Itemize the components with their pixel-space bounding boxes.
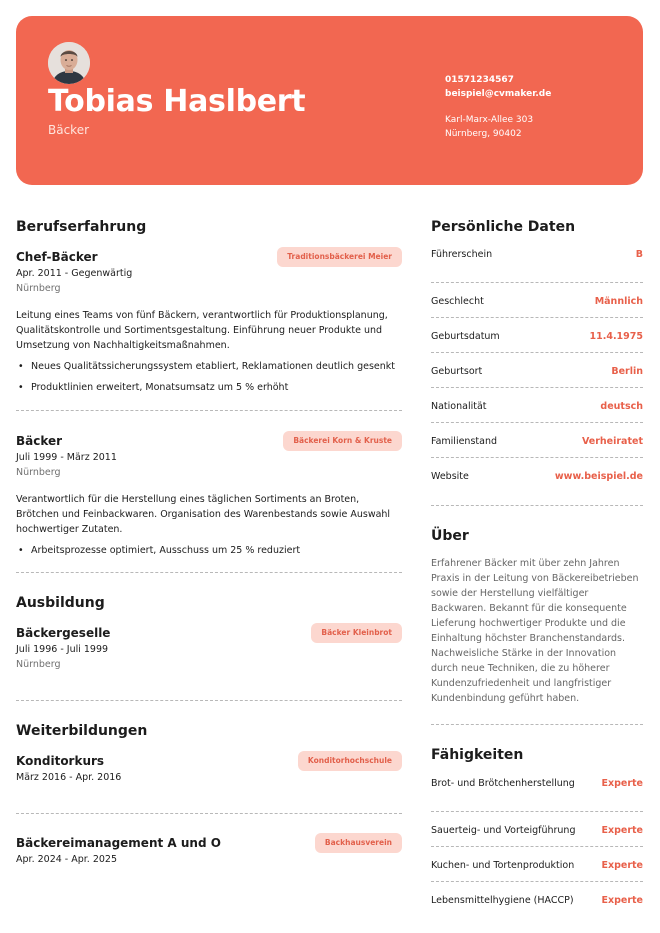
job-dates: Apr. 2011 - Gegenwärtig [16, 268, 133, 279]
course-dates: Apr. 2024 - Apr. 2025 [16, 854, 118, 865]
divider [16, 813, 402, 814]
personal-value: deutsch [600, 401, 643, 412]
section-title-experience: Berufserfahrung [16, 219, 147, 235]
skill-name: Sauerteig- und Vorteigführung [431, 825, 576, 836]
personal-label: Geburtsort [431, 366, 483, 377]
personal-value: B [635, 249, 643, 260]
personal-row [431, 423, 643, 458]
personal-value: Männlich [594, 296, 643, 307]
experience-entry [16, 434, 402, 558]
skill-name: Brot- und Brötchenherstellung [431, 778, 575, 789]
header-banner [16, 16, 643, 185]
course-dates: März 2016 - Apr. 2016 [16, 772, 122, 783]
company-badge: Traditionsbäckerei Meier [277, 247, 402, 267]
skill-level: Experte [601, 778, 643, 789]
email-address[interactable]: beispiel@cvmaker.de [445, 88, 552, 99]
profile-photo-icon [48, 42, 90, 84]
skill-level: Experte [601, 825, 643, 836]
training-entry [16, 836, 402, 865]
skill-row [431, 777, 643, 812]
personal-label: Geschlecht [431, 296, 484, 307]
job-dates: Juli 1999 - März 2011 [16, 452, 117, 463]
divider [431, 724, 643, 725]
skill-name: Lebensmittelhygiene (HACCP) [431, 895, 574, 906]
street-address: Karl-Marx-Allee 303 [445, 115, 534, 125]
personal-label: Nationalität [431, 401, 487, 412]
section-title-training: Weiterbildungen [16, 723, 148, 739]
job-title: Bäcker [16, 434, 63, 448]
provider-badge: Konditorhochschule [298, 751, 402, 771]
contact-block [445, 74, 551, 141]
section-title-skills: Fähigkeiten [431, 747, 524, 763]
section-title-personal: Persönliche Daten [431, 219, 576, 235]
skill-level: Experte [601, 895, 643, 906]
education-place: Nürnberg [16, 659, 61, 670]
skill-level: Experte [601, 860, 643, 871]
personal-label: Website [431, 471, 469, 482]
school-badge: Bäcker Kleinbrot [311, 623, 402, 643]
achievement-item: • Neues Qualitätssicherungssystem etabliert, Reklamationen deutlich gesenkt [16, 359, 402, 374]
achievement-list [16, 543, 402, 558]
right-column [431, 219, 643, 917]
section-title-education: Ausbildung [16, 595, 105, 611]
personal-label: Familienstand [431, 436, 497, 447]
personal-row [431, 283, 643, 318]
education-dates: Juli 1996 - Juli 1999 [16, 644, 109, 655]
job-place: Nürnberg [16, 467, 61, 478]
experience-entry [16, 250, 402, 395]
personal-data-list [431, 248, 643, 506]
skill-name: Kuchen- und Tortenproduktion [431, 860, 575, 871]
candidate-role: Bäcker [48, 123, 90, 137]
phone-number[interactable]: 01571234567 [445, 75, 514, 85]
personal-label: Führerschein [431, 249, 493, 260]
company-badge: Bäckerei Korn & Kruste [283, 431, 402, 451]
job-description: Verantwortlich für die Herstellung eines täglichen Sortiments an Broten, Brötchen und Feinbackwaren. Organisation des Warenbestands sowie Auswahl hochwertiger Zutaten. [16, 494, 391, 535]
website-link[interactable]: www.beispiel.de [554, 471, 643, 482]
personal-row [431, 458, 643, 506]
job-title: Chef-Bäcker [16, 250, 98, 264]
city-address: Nürnberg, 90402 [445, 128, 522, 139]
personal-value: Verheiratet [581, 436, 643, 447]
personal-value: Berlin [611, 366, 643, 377]
achievement-item: • Arbeitsprozesse optimiert, Ausschuss um 25 % reduziert [16, 543, 402, 558]
training-entry [16, 754, 402, 783]
divider [16, 410, 402, 411]
achievement-list [16, 359, 402, 395]
divider [16, 572, 402, 573]
candidate-name: Tobias Haslbert [48, 84, 306, 119]
skill-row [431, 812, 643, 847]
job-place: Nürnberg [16, 283, 61, 294]
personal-row [431, 353, 643, 388]
about-text: Erfahrener Bäcker mit über zehn Jahren Praxis in der Leitung von Bäckereibetrieben sowie der Herstellung vielfältiger Backwaren. Bekannt für die konsequente Lieferung hochwertiger Produkte und die Einhaltung höchster Branchenstandards. Nachweisliche Stärke in der Innovation durch neue Techniken, die zu höherer Kundenzufriedenheit und langfristiger Kundenbindung geführt haben. [431, 558, 639, 704]
skill-row [431, 882, 643, 917]
job-description: Leitung eines Teams von fünf Bäckern, verantwortlich für Produktionsplanung, Qualitätskontrolle und Sortimentsgestaltung. Einführung neuer Produkte und Umsetzung von Nachhaltigkeitsmaßnahmen. [16, 310, 388, 351]
course-title: Konditorkurs [16, 754, 105, 768]
course-title: Bäckereimanagement A und O [16, 836, 221, 850]
divider [16, 700, 402, 701]
achievement-item: • Produktlinien erweitert, Monatsumsatz um 5 % erhöht [16, 380, 402, 395]
personal-row [431, 388, 643, 423]
avatar [48, 42, 90, 84]
degree-title: Bäckergeselle [16, 626, 111, 640]
left-column [16, 219, 402, 865]
section-title-about: Über [431, 528, 469, 544]
personal-label: Geburtsdatum [431, 331, 500, 342]
skills-list [431, 777, 643, 917]
personal-row [431, 248, 643, 283]
personal-row [431, 318, 643, 353]
provider-badge: Backhausverein [315, 833, 402, 853]
personal-value: 11.4.1975 [589, 331, 643, 342]
skill-row [431, 847, 643, 882]
education-entry [16, 626, 402, 670]
